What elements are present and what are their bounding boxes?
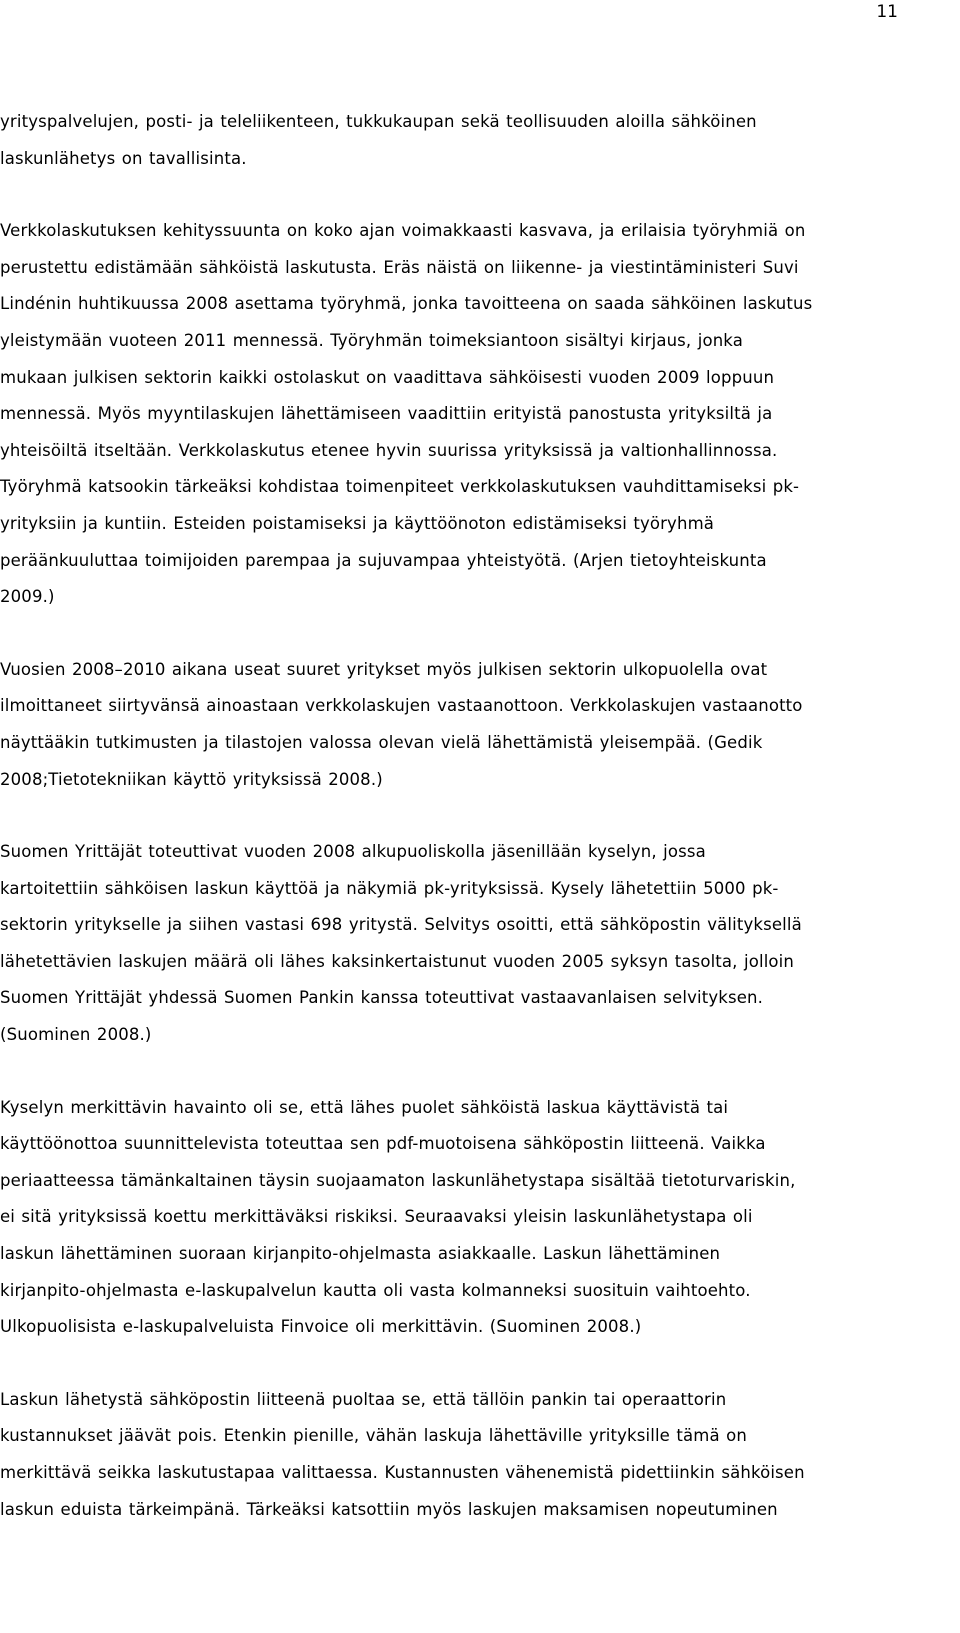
text-line: Lindénin huhtikuussa 2008 asettama työryhmä, jonka tavoitteena on saada sähköinen laskutus bbox=[0, 294, 813, 314]
paragraph bbox=[0, 652, 950, 798]
text-line: 2009.) bbox=[0, 587, 55, 607]
text-line: näyttääkin tutkimusten ja tilastojen valossa olevan vielä lähettämistä yleisempää. (Gedik bbox=[0, 732, 763, 752]
text-line: kartoitettiin sähköisen laskun käyttöä ja näkymiä pk-yrityksissä. Kysely lähetettiin 5000 pk- bbox=[0, 878, 779, 898]
text-line: ilmoittaneet siirtyvänsä ainoastaan verkkolaskujen vastaanottoon. Verkkolaskujen vastaanotto bbox=[0, 696, 803, 716]
text-line: Laskun lähetystä sähköpostin liitteenä puoltaa se, että tällöin pankin tai operaattorin bbox=[0, 1389, 727, 1409]
text-line: Suomen Yrittäjät yhdessä Suomen Pankin kanssa toteuttivat vastaavanlaisen selvityksen. bbox=[0, 988, 764, 1008]
text-line: perustettu edistämään sähköistä laskutusta. Eräs näistä on liikenne- ja viestintäministeri Suvi bbox=[0, 257, 799, 277]
text-line: Kyselyn merkittävin havainto oli se, että lähes puolet sähköistä laskua käyttävistä tai bbox=[0, 1097, 729, 1117]
paragraph bbox=[0, 213, 950, 616]
paragraph bbox=[0, 834, 950, 1054]
text-line: ei sitä yrityksissä koettu merkittäväksi riskiksi. Seuraavaksi yleisin laskunlähetystapa oli bbox=[0, 1207, 753, 1227]
text-line: Verkkolaskutuksen kehityssuunta on koko ajan voimakkaasti kasvava, ja erilaisia työryhmiä on bbox=[0, 221, 806, 241]
text-line: periaatteessa tämänkaltainen täysin suojaamaton laskunlähetystapa sisältää tietoturvariskin, bbox=[0, 1170, 796, 1190]
text-line: Ulkopuolisista e-laskupalveluista Finvoice oli merkittävin. (Suominen 2008.) bbox=[0, 1317, 642, 1337]
text-line: peräänkuuluttaa toimijoiden parempaa ja sujuvampaa yhteistyötä. (Arjen tietoyhteiskunta bbox=[0, 550, 767, 570]
text-line: yleistymään vuoteen 2011 mennessä. Työryhmän toimeksiantoon sisältyi kirjaus, jonka bbox=[0, 330, 743, 350]
text-line: käyttöönottoa suunnittelevista toteuttaa sen pdf-muotoisena sähköpostin liitteenä. Vaikka bbox=[0, 1134, 766, 1154]
text-line: laskunlähetys on tavallisinta. bbox=[0, 148, 247, 168]
text-line: kustannukset jäävät pois. Etenkin pienille, vähän laskuja lähettäville yrityksille tämä on bbox=[0, 1426, 747, 1446]
text-line: mukaan julkisen sektorin kaikki ostolaskut on vaadittava sähköisesti vuoden 2009 loppuun bbox=[0, 367, 775, 387]
paragraph bbox=[0, 1382, 950, 1528]
text-line: Vuosien 2008–2010 aikana useat suuret yritykset myös julkisen sektorin ulkopuolella ovat bbox=[0, 659, 768, 679]
text-line: mennessä. Myös myyntilaskujen lähettämiseen vaadittiin erityistä panostusta yrityksiltä ja bbox=[0, 404, 773, 424]
text-line: Suomen Yrittäjät toteuttivat vuoden 2008 alkupuoliskolla jäsenillään kyselyn, jossa bbox=[0, 842, 706, 862]
text-line: (Suominen 2008.) bbox=[0, 1025, 152, 1045]
text-line: laskun lähettäminen suoraan kirjanpito-ohjelmasta asiakkaalle. Laskun lähettäminen bbox=[0, 1244, 721, 1264]
text-line: yrityksiin ja kuntiin. Esteiden poistamiseksi ja käyttöönoton edistämiseksi työryhmä bbox=[0, 513, 715, 533]
text-line: merkittävä seikka laskutustapaa valittaessa. Kustannusten vähenemistä pidettiinkin sähköisen bbox=[0, 1463, 805, 1482]
text-line: lähetettävien laskujen määrä oli lähes kaksinkertaistunut vuoden 2005 syksyn tasolta, jolloin bbox=[0, 951, 795, 971]
text-line: yhteisöiltä itseltään. Verkkolaskutus etenee hyvin suurissa yrityksissä ja valtionhallinnossa. bbox=[0, 440, 778, 460]
document-body bbox=[0, 104, 950, 1564]
text-line: laskun eduista tärkeimpänä. Tärkeäksi katsottiin myös laskujen maksamisen nopeutuminen bbox=[0, 1499, 778, 1519]
text-line: kirjanpito-ohjelmasta e-laskupalvelun kautta oli vasta kolmanneksi suosituin vaihtoehto. bbox=[0, 1280, 751, 1300]
text-line: sektorin yritykselle ja siihen vastasi 698 yritystä. Selvitys osoitti, että sähköpostin välityksellä bbox=[0, 915, 802, 935]
page-number: 11 bbox=[876, 2, 898, 22]
paragraph bbox=[0, 1090, 950, 1346]
text-line: Työryhmä katsookin tärkeäksi kohdistaa toimenpiteet verkkolaskutuksen vauhdittamiseksi pk- bbox=[0, 477, 800, 497]
paragraph bbox=[0, 104, 950, 177]
text-line: yrityspalvelujen, posti- ja teleliikenteen, tukkukaupan sekä teollisuuden aloilla sähköinen bbox=[0, 112, 757, 131]
text-line: 2008;Tietotekniikan käyttö yrityksissä 2008.) bbox=[0, 769, 383, 789]
